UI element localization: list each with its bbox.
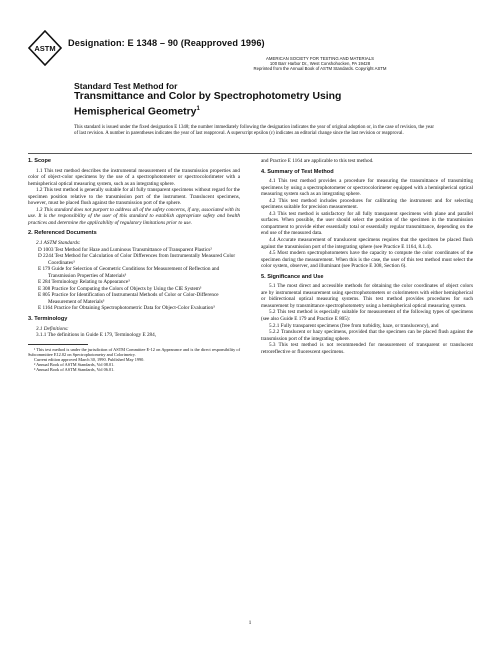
footnote: Current edition approved March 30, 1990. Published May 1990. bbox=[34, 357, 145, 363]
paragraph: 1.1 This test method describes the instrumental measurement of the transmission properties and color of object-color specimens by the use of a spectrophotometer or spectrocolorimeter with a hemispherical optical measuring system, such as an integrating sphere. bbox=[28, 167, 240, 187]
footnote: ³ Annual Book of ASTM Standards, Vol 06.01. bbox=[34, 367, 115, 373]
paragraph: 3.1 Definitions: bbox=[36, 325, 69, 332]
divider bbox=[28, 153, 472, 154]
reference-item: E 1164 Practice for Obtaining Spectrophotometric Data for Object-Color Evaluation³ bbox=[38, 305, 215, 312]
astm-logo bbox=[28, 30, 62, 66]
publisher-line: Reprinted from the Annual Book of ASTM Standards. Copyright ASTM bbox=[253, 66, 387, 72]
paragraph: 5.2.2 Translucent or hazy specimens, provided that the specimen can be placed flush against the transmission port of the integrating sphere. bbox=[261, 329, 473, 342]
paragraph: 5.2.1 Fully transparent specimens (free from turbidity, haze, or translucency), and bbox=[269, 322, 439, 329]
section-heading: 1. Scope bbox=[28, 158, 52, 164]
publisher-line: 100 Barr Harbor Dr., West Conshohocken, PA 19428 bbox=[269, 61, 371, 67]
paragraph: and Practice E 1164 are applicable to this test method. bbox=[261, 158, 374, 164]
reference-item: E 308 Practice for Computing the Colors of Objects by Using the CIE System³ bbox=[38, 285, 202, 292]
document-title bbox=[74, 81, 341, 118]
title-line-3: Hemispherical Geometry$^1$ bbox=[74, 106, 200, 118]
section-heading: 3. Terminology bbox=[28, 316, 68, 323]
title-line-2: Transmittance and Color by Spectrophotometry Using bbox=[74, 91, 342, 102]
publisher-line: AMERICAN SOCIETY FOR TESTING AND MATERIALS bbox=[266, 56, 374, 61]
reference-item: E 179 Guide for Selection of Geometric Conditions for Measurement of Reflection and Transmission Properties of Materials³ bbox=[38, 266, 220, 279]
page-number: 1 bbox=[248, 620, 252, 626]
section-heading: 2. Referenced Documents bbox=[28, 230, 97, 237]
reference-item: E 805 Practice for Identification of Instrumental Methods of Color or Color-Difference Measurement of Materials³ bbox=[38, 292, 219, 305]
footnote: ¹ This test method is under the jurisdiction of ASTM Committee E-12 on Appearance and is the direct responsibility of Subcommittee E12.02 on Spectrophotometry and Colorimetry. bbox=[28, 346, 240, 357]
paragraph: 3.1.1 The definitions in Guide E 179, Terminology E 284, bbox=[36, 332, 157, 339]
paragraph: 5.1 The most direct and accessible methods for obtaining the color coordinates of object colors are by instrumental measurement using spectrophotometers or colorimeters with either hemispherical or bidirectional optical measuring systems. This test method provides procedures for such measurement by transmittance spectrophotometry using a hemispherical optical measuring system. bbox=[261, 283, 473, 309]
designation: Designation: E 1348 – 90 (Reapproved 1996) bbox=[68, 38, 265, 48]
paragraph: 5.3 This test method is not recommended for measurement of transparent or translucent retroreflective or fluorescent specimens. bbox=[261, 342, 473, 355]
right-column bbox=[261, 158, 473, 355]
publisher-info bbox=[200, 56, 440, 72]
reference-item: E 284 Terminology Relating to Appearance³ bbox=[38, 279, 130, 286]
section-heading: 4. Summary of Test Method bbox=[261, 168, 334, 175]
paragraph: 2.1 ASTM Standards: bbox=[36, 240, 81, 247]
paragraph: 5.2 This test method is especially suitable for measurement of the following types of specimens (see also Guide E 179 and Practice E 805): bbox=[261, 309, 473, 323]
footnote: ² Annual Book of ASTM Standards, Vol 08.01. bbox=[34, 362, 115, 368]
svg-text:ASTM: ASTM bbox=[34, 44, 56, 53]
reference-item: D 2244 Test Method for Calculation of Color Differences from Instrumentally Measured Color Coordinates³ bbox=[38, 253, 236, 266]
paragraph: 1.3 This standard does not purport to address all of the safety concerns, if any, associated with its use. It is the responsibility of the user of this standard to establish appropriate safety and health practices and determine the applicability of regulatory limitations prior to use. bbox=[28, 206, 240, 226]
standard-notice: This standard is issued under the fixed designation E 1348; the number immediately following the designation indicates the year of original adoption or, in the case of revision, the year of last revision. A number in parentheses indicates the year of last reapproval. A superscript epsilon (ε) indicates an editorial change since the last revision or reapproval. bbox=[74, 125, 434, 137]
section-heading: 5. Significance and Use bbox=[261, 273, 324, 280]
paragraph: 4.4 Accurate measurement of translucent specimens requires that the specimen be placed flush against the transmission port of the integrating sphere (see Practice E 1164, 8.1.4). bbox=[261, 237, 473, 250]
reference-item: D 1003 Test Method for Haze and Luminous Transmittance of Transparent Plastics² bbox=[38, 246, 212, 253]
left-column bbox=[28, 158, 240, 373]
paragraph: 4.5 Most modern spectrophotometers have the capacity to compute the color coordinates of the specimen during the measurement. When this is the case, the user of this test method must select the color system, observer, and illuminant (see Practice E 308, Section 6). bbox=[261, 250, 473, 270]
paragraph: 4.3 This test method is satisfactory for all fully transparent specimens with plane and parallel surfaces. When possible, the user should select the position of the specimen in the transmission compartment to provide either essentially total or essentially regular transmittance, depending on the end use of the measured data. bbox=[261, 210, 473, 237]
paragraph: 4.1 This test method provides a procedure for measuring the transmittance of transmitting specimens by using a spectrophotometer or spectrocolorimeter equipped with a hemispherical optical measuring system such as an integrating sphere. bbox=[261, 178, 473, 198]
paragraph: 1.2 This test method is generally suitable for all fully transparent specimens without regard for the specimen position relative to the transmission port of the instrument. Translucent specimens, however, must be placed flush against the transmission port of the sphere. bbox=[28, 187, 240, 207]
footnote-divider bbox=[28, 344, 88, 345]
paragraph: 4.2 This test method includes procedures for calibrating the instrument and for selecting specimens suitable for precision measurement. bbox=[261, 197, 473, 211]
title-line-1: Standard Test Method for bbox=[74, 81, 178, 91]
